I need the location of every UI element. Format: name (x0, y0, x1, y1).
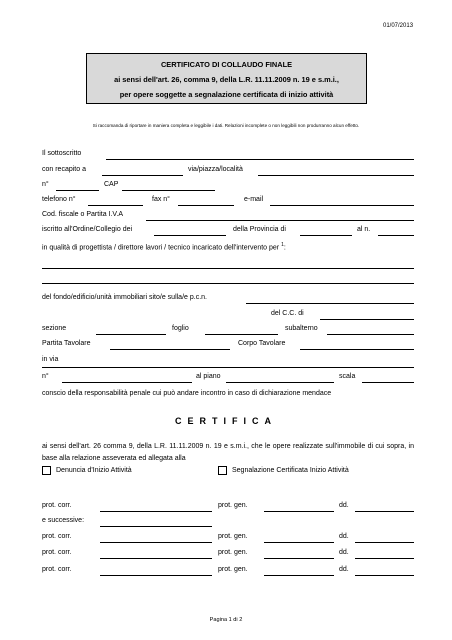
prot-gen-field[interactable] (264, 558, 334, 559)
prot-gen-label: prot. gen. (218, 549, 248, 556)
sottoscritto-label: Il sottoscritto (42, 150, 82, 157)
ordine-field[interactable] (154, 235, 226, 236)
partita-label: Partita Tavolare (42, 340, 91, 347)
certifica-text: ai sensi dell'art. 26 comma 9, della L.R. 11.11.2009 n. 19 e s.m.i., che le opere realizzate sull'immobile di cui sopra, in base alla relazione asseverata ed allegata alla (42, 443, 414, 462)
prot-corr-field[interactable] (100, 575, 212, 576)
fondo-label: del fondo/edificio/unità immobiliari sito/e sulla/e p.c.n. (42, 294, 207, 301)
prot-gen-label: prot. gen. (218, 566, 248, 573)
dd-label: dd. (339, 502, 349, 509)
prot-corr-label: prot. corr. (42, 549, 72, 556)
dd-label: dd. (339, 549, 349, 556)
dd-field[interactable] (355, 511, 414, 512)
piano-label: al piano (196, 373, 221, 380)
successive-field[interactable] (100, 526, 212, 527)
corpo-label: Corpo Tavolare (238, 340, 286, 347)
provincia-label: della Provincia di (233, 226, 286, 233)
subalterno-field[interactable] (327, 334, 414, 335)
prot-corr-field[interactable] (100, 558, 212, 559)
dia-label: Denuncia d'Inizio Attività (56, 467, 132, 474)
prot-corr-field[interactable] (100, 542, 212, 543)
codfiscale-label: Cod. fiscale o Partita I.V.A (42, 211, 124, 218)
instruction-note: Si raccomanda di riportare in maniera completa e leggibile i dati. Relazioni incomplete o non leggibili non produrranno alcun effetto. (92, 123, 360, 128)
number-field[interactable] (56, 190, 99, 191)
corpo-field[interactable] (300, 349, 414, 350)
fax-label: fax n° (152, 196, 170, 203)
foglio-label: foglio (172, 325, 189, 332)
codfiscale-field[interactable] (146, 220, 414, 221)
document-date: 01/07/2013 (383, 23, 414, 29)
fax-field[interactable] (178, 205, 234, 206)
dia-checkbox[interactable] (42, 466, 51, 475)
page-number: Pagina 1 di 2 (209, 617, 243, 623)
partita-field[interactable] (110, 349, 230, 350)
prot-corr-label: prot. corr. (42, 533, 72, 540)
dd-field[interactable] (355, 542, 414, 543)
telefono-label: telefono n° (42, 196, 76, 203)
qualita-field-line-1[interactable] (42, 268, 414, 269)
prot-gen-label: prot. gen. (218, 502, 248, 509)
provincia-field[interactable] (300, 235, 352, 236)
email-label: e-mail (244, 196, 264, 203)
title-box (86, 53, 367, 104)
piano-field[interactable] (226, 382, 334, 383)
iscritto-label: iscritto all'Ordine/Collegio dei (42, 226, 133, 233)
cc-label: del C.C. di (271, 310, 304, 317)
cap-field[interactable] (122, 190, 215, 191)
email-field[interactable] (270, 205, 414, 206)
title-subtitle: per opere soggette a segnalazione certificata di inizio attività (119, 90, 334, 99)
sezione-label: sezione (42, 325, 67, 332)
title-law-reference: ai sensi dell'art. 26, comma 9, della L.R. 11.11.2009 n. 19 e s.m.i., (114, 75, 339, 84)
sottoscritto-field[interactable] (106, 159, 414, 160)
scia-label: Segnalazione Certificata Inizio Attività (232, 467, 349, 474)
fondo-field[interactable] (246, 303, 414, 304)
via-field[interactable] (258, 175, 414, 176)
dd-field[interactable] (355, 575, 414, 576)
number2-label: n° (42, 373, 49, 380)
qualita-label: in qualità di progettista / direttore lavori / tecnico incaricato dell'intervento per $^1$: (42, 242, 286, 252)
sezione-field[interactable] (96, 334, 166, 335)
subalterno-label: subalterno (285, 325, 318, 332)
title-main: CERTIFICATO DI COLLAUDO FINALE (160, 60, 293, 69)
dd-label: dd. (339, 533, 349, 540)
cc-field[interactable] (320, 319, 414, 320)
prot-gen-label: prot. gen. (218, 533, 248, 540)
scala-label: scala (339, 373, 356, 380)
telefono-field[interactable] (88, 205, 143, 206)
via-label: via/piazza/località (188, 166, 243, 173)
aln-label: al n. (357, 226, 371, 233)
number2-field[interactable] (62, 382, 192, 383)
invia-field[interactable] (42, 367, 414, 368)
prot-corr-field[interactable] (100, 511, 212, 512)
certifica-heading: CERTIFICA (175, 416, 277, 426)
number-label: n° (42, 181, 49, 188)
prot-corr-label: prot. corr. (42, 566, 72, 573)
scala-field[interactable] (362, 382, 414, 383)
prot-corr-label: prot. corr. (42, 502, 72, 509)
foglio-field[interactable] (205, 334, 278, 335)
recapito-label: con recapito a (42, 166, 86, 173)
recapito-field[interactable] (102, 175, 183, 176)
qualita-field-line-2[interactable] (42, 283, 414, 284)
dd-label: dd. (339, 566, 349, 573)
invia-label: in via (42, 356, 59, 363)
successive-label: e successive: (42, 517, 85, 524)
prot-gen-field[interactable] (264, 575, 334, 576)
conscio-text: conscio della responsabilità penale cui può andare incontro in caso di dichiarazione mendace (42, 390, 332, 397)
scia-checkbox[interactable] (218, 466, 227, 475)
aln-field[interactable] (378, 235, 414, 236)
prot-gen-field[interactable] (264, 511, 334, 512)
prot-gen-field[interactable] (264, 542, 334, 543)
cap-label: CAP (104, 181, 119, 188)
dd-field[interactable] (355, 558, 414, 559)
